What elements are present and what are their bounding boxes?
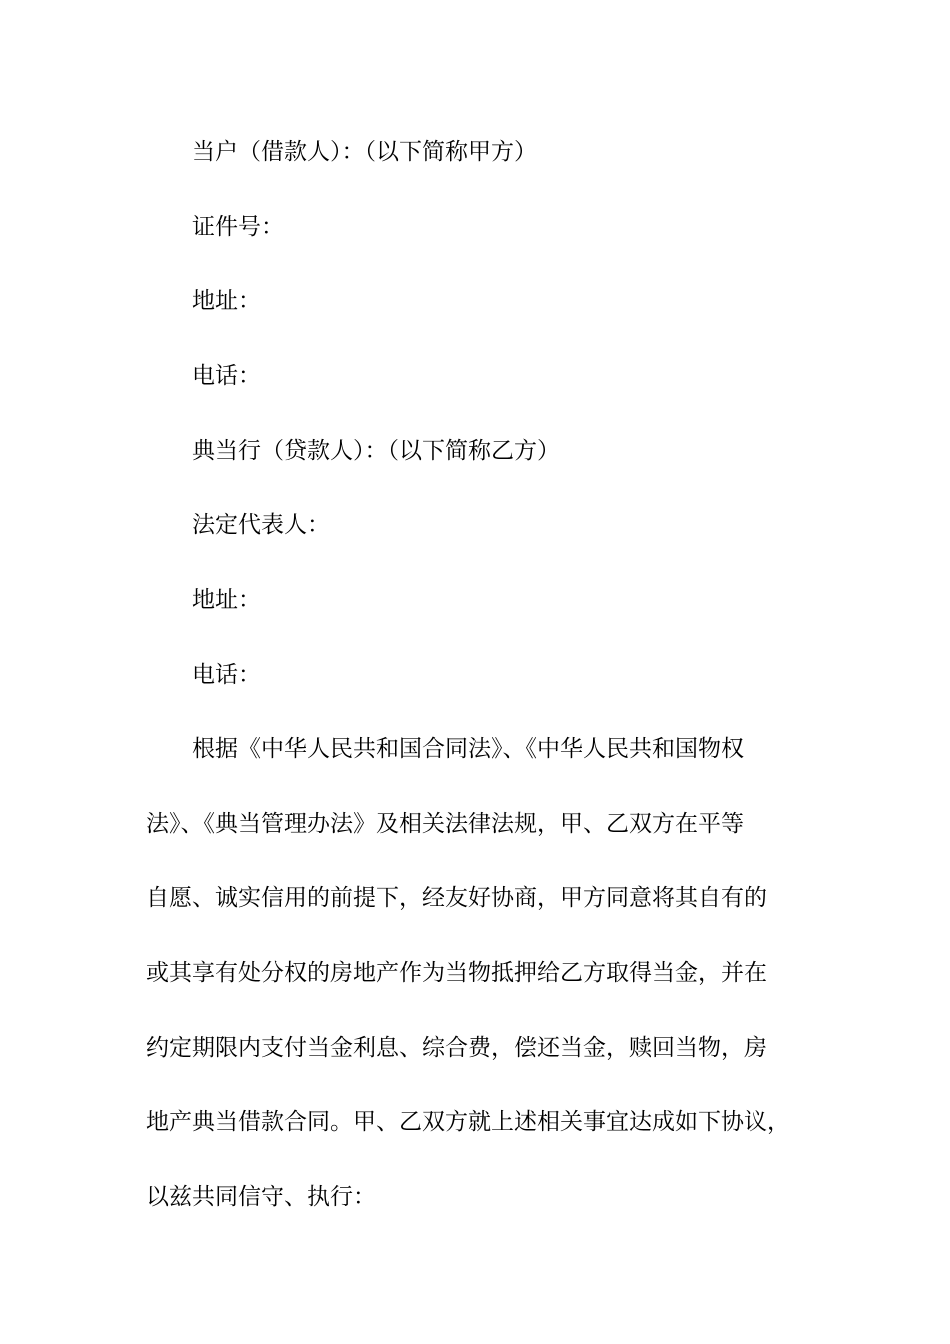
borrower-id-number-line: 证件号： bbox=[192, 213, 284, 240]
lender-phone-line: 电话： bbox=[192, 661, 261, 688]
borrower-line: 当户（借款人）：（以下简称甲方） bbox=[192, 139, 537, 165]
preamble-line: 或其享有处分权的房地产作为当物抵押给乙方取得当金，并在 bbox=[146, 960, 767, 987]
preamble-line: 约定期限内支付当金利息、综合费，偿还当金，赎回当物，房 bbox=[146, 1034, 767, 1061]
preamble-line: 地产典当借款合同。甲、乙双方就上述相关事宜达成如下协议， bbox=[146, 1109, 790, 1136]
lender-line: 典当行（贷款人）：（以下简称乙方） bbox=[192, 437, 560, 464]
lender-address-line: 地址： bbox=[192, 587, 261, 614]
party-info-section bbox=[192, 130, 852, 728]
preamble-line: 自愿、诚实信用的前提下，经友好协商，甲方同意将其自有的 bbox=[146, 885, 767, 912]
preamble-paragraph bbox=[146, 727, 828, 1250]
preamble-line: 法》、《典当管理办法》及相关法律法规，甲、乙双方在平等 bbox=[146, 810, 744, 837]
borrower-phone-line: 电话： bbox=[192, 363, 261, 390]
borrower-address-line: 地址： bbox=[192, 288, 261, 315]
lender-legal-representative-line: 法定代表人： bbox=[192, 512, 330, 539]
preamble-line: 根据《中华人民共和国合同法》、《中华人民共和国物权 bbox=[192, 736, 744, 762]
preamble-line: 以兹共同信守、执行： bbox=[146, 1184, 376, 1211]
